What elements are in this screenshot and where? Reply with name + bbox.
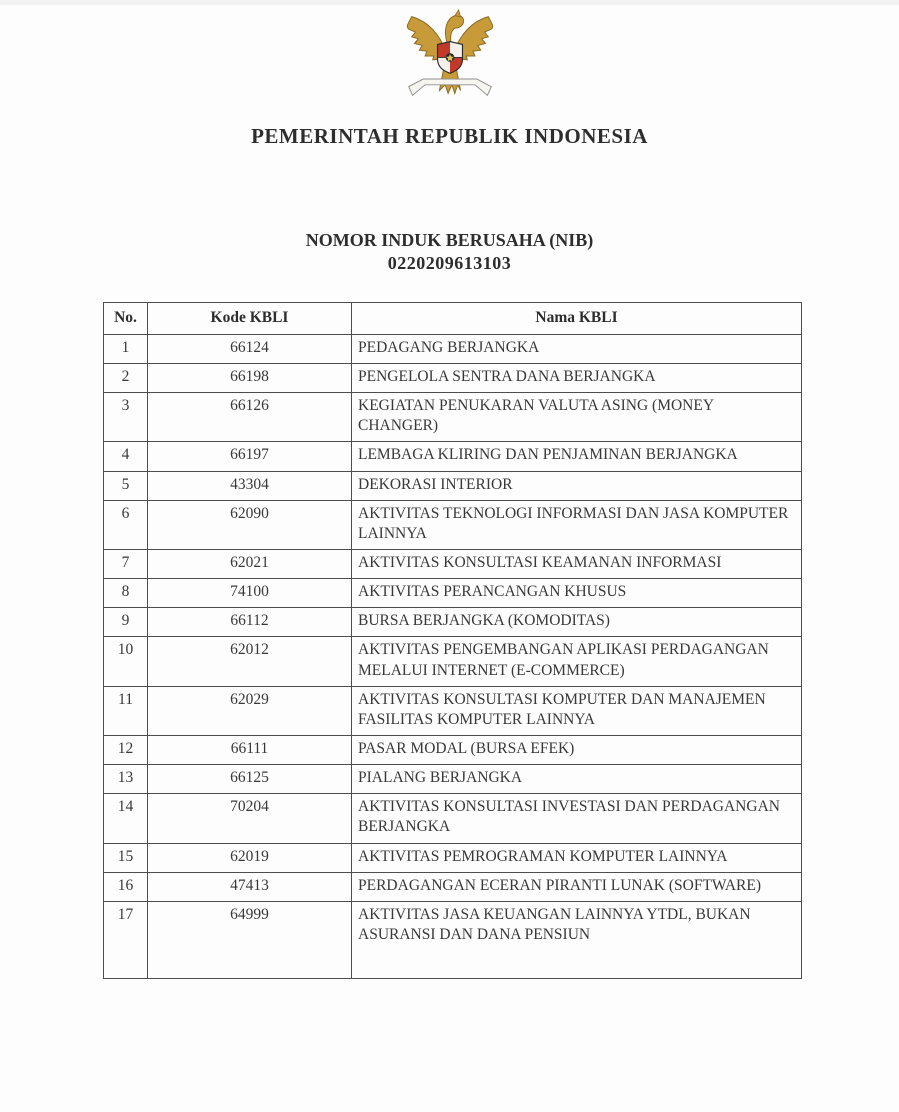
cell-kode: 62012 [148, 637, 352, 686]
cell-kode: 62021 [148, 550, 352, 579]
cell-nama: BURSA BERJANGKA (KOMODITAS) [352, 608, 802, 637]
cell-kode: 66111 [148, 736, 352, 765]
header-no: No. [104, 302, 148, 334]
cell-nama: AKTIVITAS PERANCANGAN KHUSUS [352, 579, 802, 608]
cell-nama: KEGIATAN PENUKARAN VALUTA ASING (MONEY CHANGER) [352, 393, 802, 442]
cell-no: 2 [104, 364, 148, 393]
cell-no: 6 [104, 500, 148, 549]
cell-kode: 64999 [148, 901, 352, 978]
cell-no: 5 [104, 471, 148, 500]
nib-number: 0220209613103 [387, 253, 512, 274]
table-row [104, 637, 802, 686]
cell-nama: PERDAGANGAN ECERAN PIRANTI LUNAK (SOFTWARE) [352, 872, 802, 901]
table-row [104, 794, 802, 843]
header-kode: Kode KBLI [148, 302, 352, 334]
table-row [104, 579, 802, 608]
cell-nama: AKTIVITAS PENGEMBANGAN APLIKASI PERDAGANGAN MELALUI INTERNET (E-COMMERCE) [352, 637, 802, 686]
cell-no: 1 [104, 334, 148, 363]
table-row [104, 765, 802, 794]
cell-no: 10 [104, 637, 148, 686]
cell-no: 9 [104, 608, 148, 637]
cell-kode: 66124 [148, 334, 352, 363]
cell-kode: 70204 [148, 794, 352, 843]
cell-nama: AKTIVITAS TEKNOLOGI INFORMASI DAN JASA KOMPUTER LAINNYA [352, 500, 802, 549]
cell-nama: DEKORASI INTERIOR [352, 471, 802, 500]
scan-edge-artifact [0, 0, 899, 5]
garuda-pancasila-icon [402, 6, 498, 106]
table-row [104, 843, 802, 872]
government-title: PEMERINTAH REPUBLIK INDONESIA [251, 124, 648, 148]
cell-no: 8 [104, 579, 148, 608]
kbli-table-body [104, 334, 802, 978]
table-row [104, 442, 802, 471]
cell-no: 15 [104, 843, 148, 872]
cell-nama: AKTIVITAS JASA KEUANGAN LAINNYA YTDL, BUKAN ASURANSI DAN DANA PENSIUN [352, 901, 802, 978]
table-header-row [104, 302, 802, 334]
table-row [104, 872, 802, 901]
cell-nama: PIALANG BERJANGKA [352, 765, 802, 794]
cell-no: 11 [104, 686, 148, 735]
table-row [104, 901, 802, 978]
table-row [104, 608, 802, 637]
cell-nama: AKTIVITAS KONSULTASI INVESTASI DAN PERDAGANGAN BERJANGKA [352, 794, 802, 843]
cell-kode: 66112 [148, 608, 352, 637]
cell-no: 17 [104, 901, 148, 978]
cell-kode: 66197 [148, 442, 352, 471]
header-nama: Nama KBLI [352, 302, 802, 334]
cell-kode: 74100 [148, 579, 352, 608]
table-row [104, 471, 802, 500]
cell-no: 4 [104, 442, 148, 471]
cell-kode: 62019 [148, 843, 352, 872]
cell-no: 7 [104, 550, 148, 579]
cell-no: 13 [104, 765, 148, 794]
table-row [104, 364, 802, 393]
cell-nama: PASAR MODAL (BURSA EFEK) [352, 736, 802, 765]
table-row [104, 550, 802, 579]
cell-kode: 66126 [148, 393, 352, 442]
cell-nama: PENGELOLA SENTRA DANA BERJANGKA [352, 364, 802, 393]
kbli-table [103, 302, 802, 979]
cell-nama: LEMBAGA KLIRING DAN PENJAMINAN BERJANGKA [352, 442, 802, 471]
cell-kode: 62029 [148, 686, 352, 735]
cell-no: 12 [104, 736, 148, 765]
table-row [104, 500, 802, 549]
emblem-container [0, 0, 899, 111]
cell-no: 3 [104, 393, 148, 442]
cell-kode: 43304 [148, 471, 352, 500]
cell-kode: 66125 [148, 765, 352, 794]
table-row [104, 736, 802, 765]
cell-nama: AKTIVITAS KONSULTASI KOMPUTER DAN MANAJEMEN FASILITAS KOMPUTER LAINNYA [352, 686, 802, 735]
cell-kode: 62090 [148, 500, 352, 549]
nib-heading: NOMOR INDUK BERUSAHA (NIB) [305, 230, 594, 250]
cell-kode: 47413 [148, 872, 352, 901]
cell-nama: AKTIVITAS KONSULTASI KEAMANAN INFORMASI [352, 550, 802, 579]
cell-no: 16 [104, 872, 148, 901]
cell-nama: AKTIVITAS PEMROGRAMAN KOMPUTER LAINNYA [352, 843, 802, 872]
table-row [104, 686, 802, 735]
cell-nama: PEDAGANG BERJANGKA [352, 334, 802, 363]
table-row [104, 393, 802, 442]
cell-kode: 66198 [148, 364, 352, 393]
cell-no: 14 [104, 794, 148, 843]
nib-heading-block [0, 229, 899, 276]
table-row [104, 334, 802, 363]
